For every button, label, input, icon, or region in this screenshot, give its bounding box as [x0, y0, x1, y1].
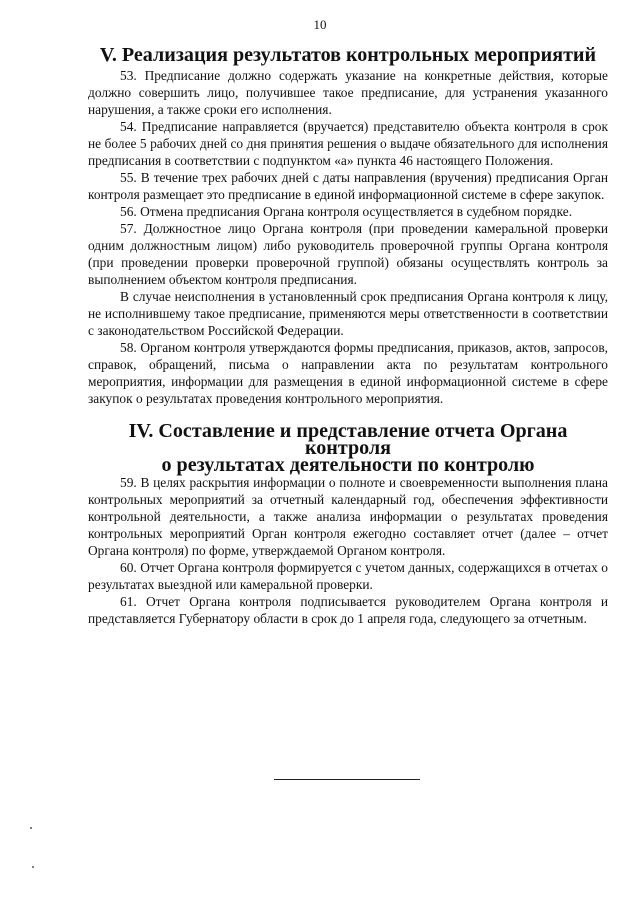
page-number: 10: [313, 17, 327, 32]
section-4-title: [88, 420, 608, 476]
paragraph-58: 58. Органом контроля утверждаются формы предписания, приказов, актов, запросов, справок, обращений, письма о направлении акта по результатам контрольного мероприятия, информации для размещения в единой информационной системе в сфере закупок о результатах проведения контрольного мероприятия.: [88, 340, 608, 406]
paragraph-56: 56. Отмена предписания Органа контроля осуществляется в судебном порядке.: [120, 204, 573, 219]
scan-speck: [32, 866, 34, 868]
paragraph-53: 53. Предписание должно содержать указание на конкретные действия, которые должно совершить лицо, получившее такое предписание, для устранения указанного нарушения, а также сроки его исполнения.: [88, 68, 608, 117]
document-body: [88, 44, 608, 627]
paragraph-61: 61. Отчет Органа контроля подписывается руководителем Органа контроля и представляется Губернатору области в срок до 1 апреля года, следующего за отчетным.: [88, 594, 608, 626]
paragraph-57: 57. Должностное лицо Органа контроля (при проведении камеральной проверки одним должностным лицом) либо руководитель проверочной группы Органа контроля (при проведении проверки проверочной группой) обязаны осуществлять контроль за выполнением объектом контроля предписания.: [88, 221, 608, 287]
section-4-title-line-2: о результатах деятельности по контролю: [161, 454, 535, 476]
scan-speck: [30, 827, 32, 829]
paragraph-57-continued: В случае неисполнения в установленный срок предписания Органа контроля к лицу, не исполнившему такое предписание, применяются меры ответственности в соответствии с законодательством Российской Федерации.: [88, 289, 608, 338]
paragraph-59: 59. В целях раскрытия информации о полноте и своевременности выполнения плана контрольных мероприятий за отчетный календарный год, обеспечения эффективности контрольной деятельности, а также анализа информации о результатах проведения контрольных мероприятий Орган контроля ежегодно составляет отчет (далее – отчет Органа контроля) по форме, утверждаемой Органом контроля.: [88, 475, 608, 558]
paragraph-60: 60. Отчет Органа контроля формируется с учетом данных, содержащихся в отчетах о результатах выездной или камеральной проверки.: [88, 560, 608, 592]
paragraph-55: 55. В течение трех рабочих дней с даты направления (вручения) предписания Орган контроля размещает это предписание в единой информационной системе в сфере закупок.: [88, 170, 608, 202]
section-5-title: V. Реализация результатов контрольных мероприятий: [99, 44, 597, 66]
section-4-title-line-1: IV. Составление и представление отчета Органа контроля: [128, 420, 568, 459]
paragraph-54: 54. Предписание направляется (вручается) представителю объекта контроля в срок не более 5 рабочих дней со дня принятия решения о выдаче обязательного для исполнения предписания в соответствии с подпунктом «а» пункта 46 настоящего Положения.: [88, 119, 608, 168]
end-separator-line: [274, 779, 420, 780]
